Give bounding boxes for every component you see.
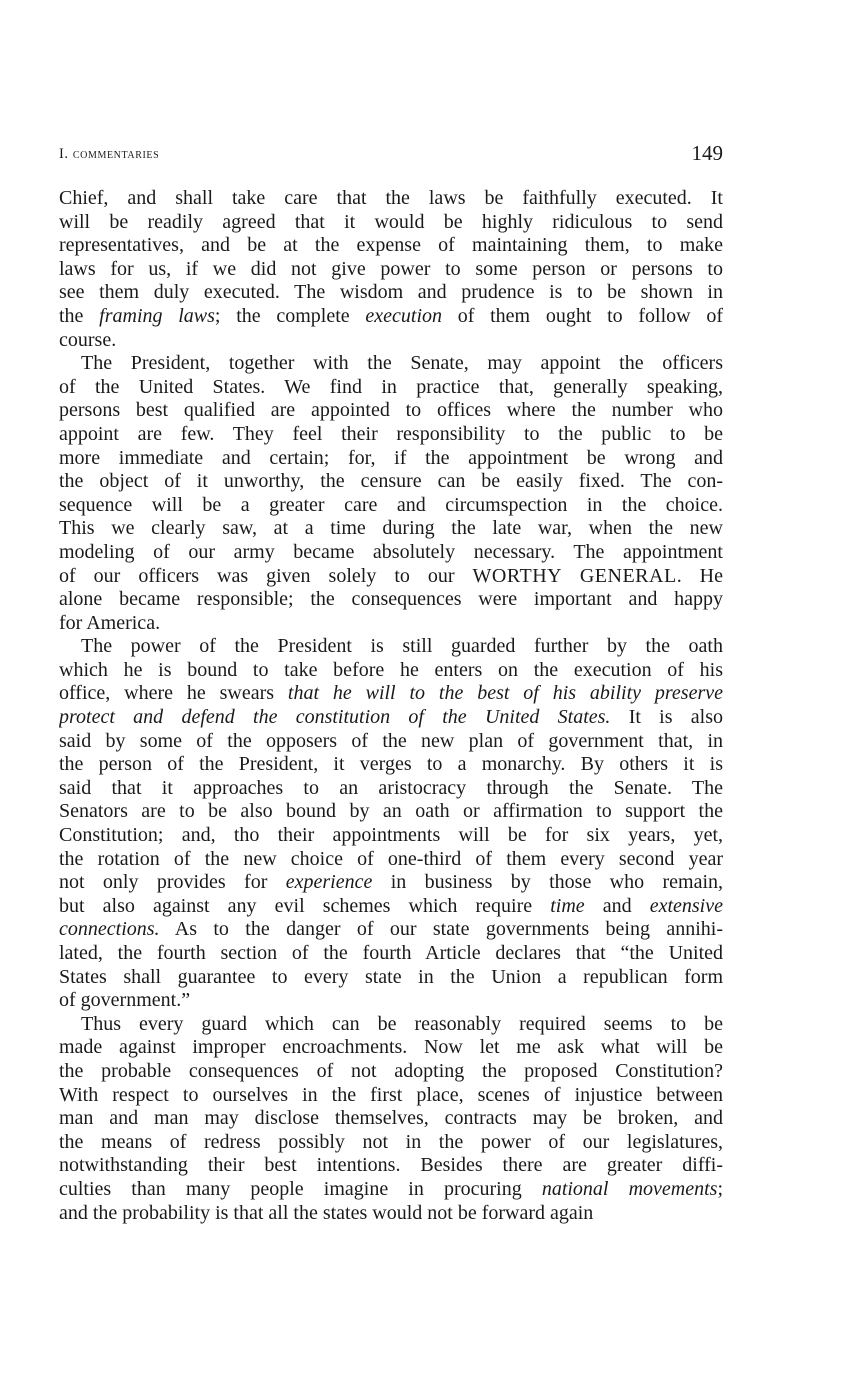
text-line (59, 352, 723, 376)
text-run: It is also (610, 706, 723, 729)
italic-text: framing laws (99, 304, 215, 327)
text-run: As to the danger of our state governments being annihi- (159, 918, 723, 941)
text-line (59, 1036, 723, 1060)
text-run: laws for us, if we did not give power to some person or persons to (59, 257, 723, 280)
text-run: the object of it unworthy, the censure can be easily fixed. The con- (59, 470, 723, 493)
caps-text: WORTHY GENERAL (472, 564, 677, 587)
text-line (59, 329, 723, 353)
text-run: Chief, and shall take care that the laws be faithfully executed. It (59, 187, 723, 209)
text-line (59, 588, 723, 612)
text-run: office, where he swears (59, 682, 288, 705)
text-run: more immediate and certain; for, if the appointment be wrong and (59, 446, 723, 469)
text-run: see them duly executed. The wisdom and prudence is to be shown in (59, 281, 723, 304)
text-run: modeling of our army became absolutely necessary. The appointment (59, 540, 723, 563)
text-run: which he is bound to take before he enters on the execution of his (59, 658, 723, 681)
text-run: in business by those who remain, (372, 871, 723, 894)
italic-text: national movements (541, 1177, 718, 1200)
text-run: for America. (59, 611, 161, 634)
text-run: said that it approaches to an aristocracy through the Senate. The (59, 776, 723, 799)
text-line (59, 1013, 723, 1037)
text-line (59, 682, 723, 706)
text-line (59, 517, 723, 541)
text-run: persons best qualified are appointed to offices where the number who (59, 399, 723, 422)
text-run: made against improper encroachments. Now let me ask what will be (59, 1036, 723, 1059)
text-run: the rotation of the new choice of one-third of them every second year (59, 847, 723, 870)
text-run: and the probability is that all the states would not be forward again (59, 1201, 594, 1224)
text-run: not only provides for (59, 871, 286, 894)
text-line (59, 871, 723, 895)
text-line (59, 659, 723, 683)
text-run: of government.” (59, 989, 191, 1012)
text-run: man and man may disclose themselves, contracts may be broken, and (59, 1107, 723, 1130)
text-line (59, 989, 723, 1013)
text-line (59, 753, 723, 777)
text-line (59, 1131, 723, 1155)
text-line (59, 376, 723, 400)
text-run: . He (676, 564, 723, 587)
body-text (59, 187, 723, 1225)
text-run: With respect to ourselves in the first place, scenes of injustice between (59, 1083, 723, 1106)
book-page (59, 0, 723, 1380)
italic-text: protect and defend the constitution of the United States. (59, 706, 611, 729)
italic-text: execution (365, 304, 443, 327)
text-run: Constitution; and, tho their appointments will be for six years, yet, (59, 824, 723, 847)
text-line (59, 824, 723, 848)
text-run: appoint are few. They feel their responsibility to the public to be (59, 422, 723, 445)
text-line (59, 541, 723, 565)
paragraph (59, 352, 723, 635)
text-run: of our officers was given solely to our (59, 564, 473, 587)
text-line (59, 1060, 723, 1084)
text-run: of the United States. We find in practice that, generally speaking, (59, 375, 723, 398)
text-run: representatives, and be at the expense of maintaining them, to make (59, 234, 723, 257)
text-line (59, 565, 723, 589)
text-run: ; the complete (214, 304, 366, 327)
page-number: 149 (691, 141, 723, 165)
text-run: notwithstanding their best intentions. Besides there are greater diffi- (59, 1154, 723, 1177)
text-line (59, 1154, 723, 1178)
text-line (59, 1084, 723, 1108)
text-line (59, 918, 723, 942)
text-run: Senators are to be also bound by an oath or affirmation to support the (59, 800, 723, 823)
italic-text: connections. (59, 918, 160, 941)
text-line (59, 494, 723, 518)
text-line (59, 706, 723, 730)
text-run: and (584, 894, 650, 917)
text-run: ; (717, 1177, 723, 1200)
text-line (59, 895, 723, 919)
paragraph (59, 1013, 723, 1225)
text-run: The President, together with the Senate, may appoint the officers (81, 352, 723, 375)
running-head (59, 141, 723, 167)
text-run: Thus every guard which can be reasonably required seems to be (81, 1012, 723, 1035)
italic-text: extensive (649, 894, 723, 917)
text-line (59, 447, 723, 471)
text-line (59, 211, 723, 235)
text-run: This we clearly saw, at a time during the late war, when the new (59, 517, 723, 540)
text-run: the person of the President, it verges to a monarchy. By others it is (59, 753, 723, 776)
text-line (59, 1202, 723, 1226)
text-line (59, 258, 723, 282)
text-run: but also against any evil schemes which require (59, 894, 551, 917)
text-line (59, 1107, 723, 1131)
text-run: the (59, 304, 100, 327)
italic-text: that he will to the best of his ability preserve (287, 682, 723, 705)
text-run: The power of the President is still guarded further by the oath (81, 635, 723, 658)
section-title: I. commentaries (59, 146, 160, 162)
text-line (59, 848, 723, 872)
italic-text: experience (285, 871, 373, 894)
text-line (59, 730, 723, 754)
text-run: States shall guarantee to every state in the Union a republican form (59, 965, 723, 988)
text-line (59, 1178, 723, 1202)
italic-text: time (550, 894, 585, 917)
text-line (59, 942, 723, 966)
text-line (59, 800, 723, 824)
text-line (59, 399, 723, 423)
text-run: sequence will be a greater care and circumspection in the choice. (59, 493, 723, 516)
text-line (59, 635, 723, 659)
text-run: lated, the fourth section of the fourth Article declares that “the United (59, 942, 723, 964)
text-run: alone became responsible; the consequences were important and happy (59, 588, 723, 611)
text-line (59, 234, 723, 258)
text-line (59, 281, 723, 305)
text-line (59, 777, 723, 801)
text-line (59, 187, 723, 211)
text-run: the probable consequences of not adopting the proposed Constitution? (59, 1059, 723, 1082)
text-run: the means of redress possibly not in the power of our legislatures, (59, 1130, 723, 1153)
text-run: course. (59, 328, 117, 351)
text-line (59, 423, 723, 447)
text-run: will be readily agreed that it would be highly ridiculous to send (59, 210, 723, 233)
text-line (59, 966, 723, 990)
text-line (59, 470, 723, 494)
text-run: said by some of the opposers of the new plan of government that, in (59, 729, 723, 752)
text-line (59, 305, 723, 329)
text-run: culties than many people imagine in procuring (59, 1177, 542, 1200)
text-run: of them ought to follow of (442, 304, 723, 327)
paragraph (59, 635, 723, 1013)
paragraph (59, 187, 723, 352)
text-line (59, 612, 723, 636)
